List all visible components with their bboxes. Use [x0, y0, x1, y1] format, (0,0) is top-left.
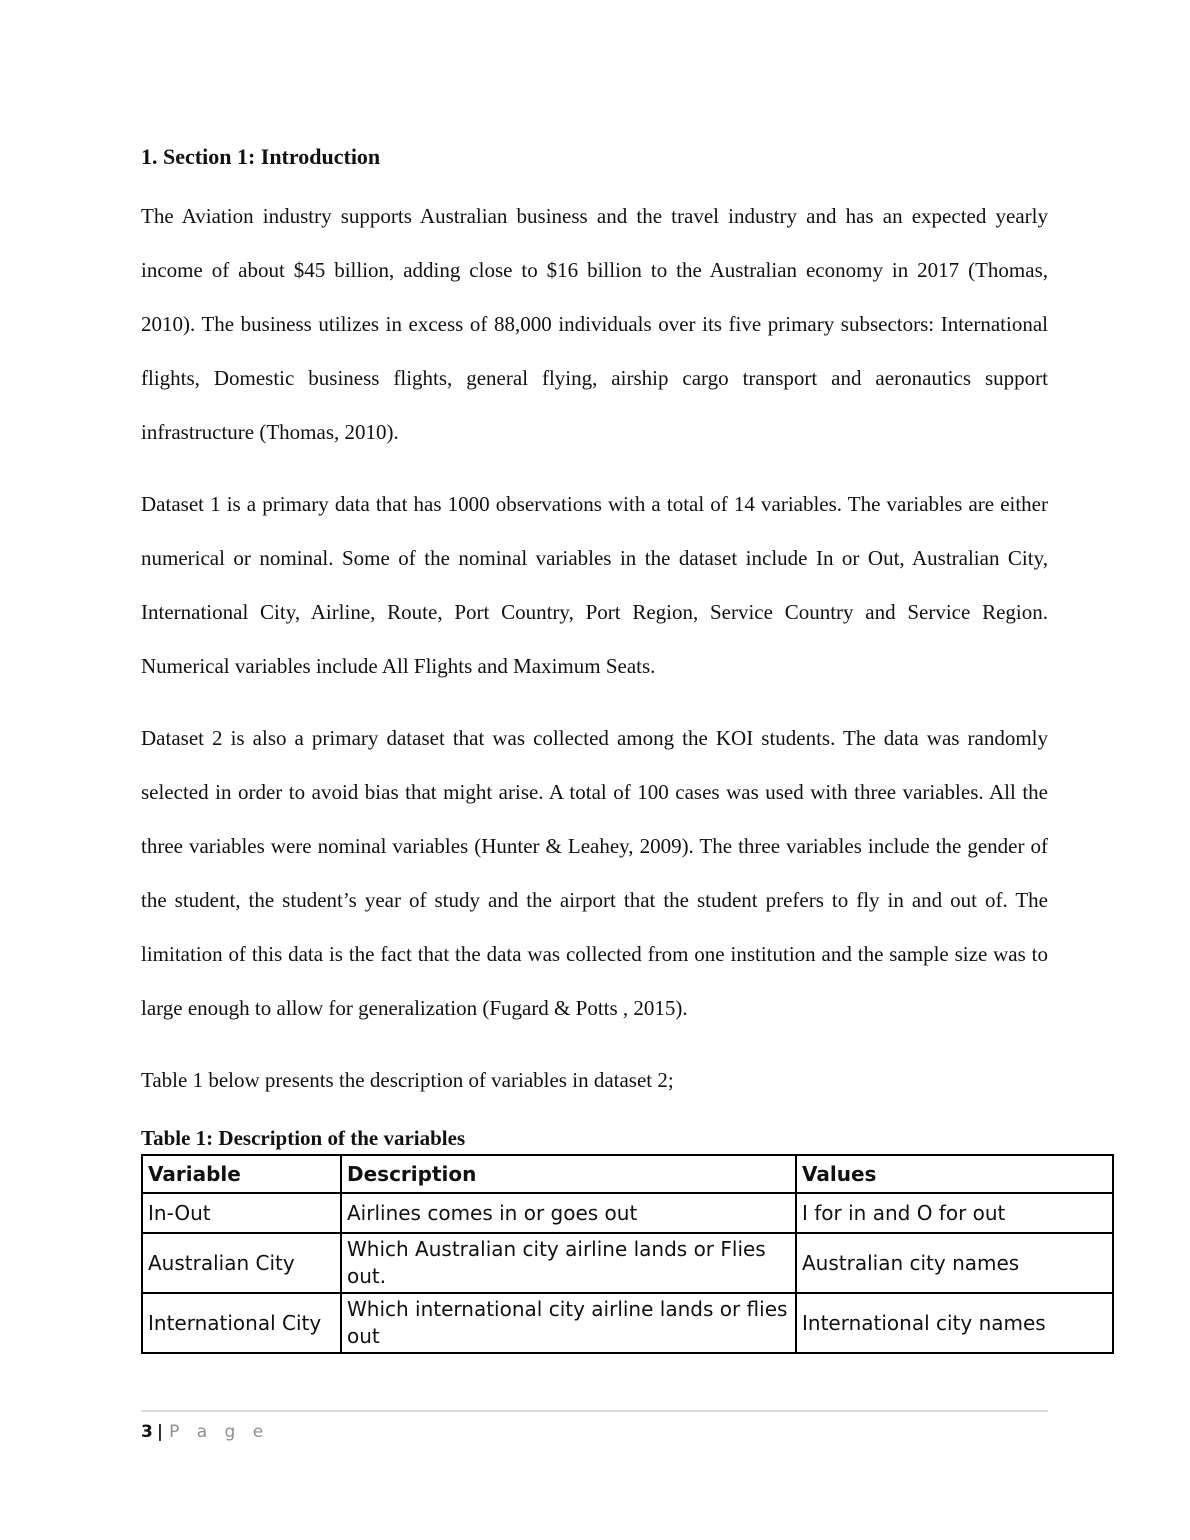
cell-variable: In-Out	[142, 1193, 341, 1233]
cell-description: Which Australian city airline lands or Flies out.	[341, 1233, 796, 1293]
footer-separator: |	[156, 1422, 164, 1442]
table-row	[142, 1233, 1113, 1293]
cell-description: Which international city airline lands or flies out	[341, 1293, 796, 1353]
cell-variable: Australian City	[142, 1233, 341, 1293]
header-cell-description: Description	[341, 1155, 796, 1193]
header-cell-variable: Variable	[142, 1155, 341, 1193]
variables-table	[141, 1154, 1114, 1354]
table-row	[142, 1293, 1113, 1353]
cell-variable: International City	[142, 1293, 341, 1353]
document-body	[141, 143, 1048, 1354]
page-footer	[141, 1420, 269, 1444]
paragraph-dataset-1: Dataset 1 is a primary data that has 1000 observations with a total of 14 variables. The variables are either numerical or nominal. Some of the nominal variables in the dataset include In or Out, Australian City, International City, Airline, Route, Port Country, Port Region, Service Country and Service Region. Numerical variables include All Flights and Maximum Seats.	[141, 492, 1048, 678]
table-header-row	[142, 1155, 1113, 1193]
cell-description: Airlines comes in or goes out	[341, 1193, 796, 1233]
section-heading: 1. Section 1: Introduction	[141, 144, 381, 169]
paragraph-table-intro: Table 1 below presents the description of variables in dataset 2;	[141, 1068, 674, 1092]
footer-divider	[141, 1410, 1048, 1412]
page-number: 3	[141, 1422, 153, 1442]
footer-page-label: P a g e	[169, 1422, 270, 1442]
table-row	[142, 1193, 1113, 1233]
paragraph-aviation-industry: The Aviation industry supports Australian business and the travel industry and has an expected yearly income of about $45 billion, adding close to $16 billion to the Australian economy in 2017 (Thomas, 2010). The business utilizes in excess of 88,000 individuals over its five primary subsectors: International flights, Domestic business flights, general flying, airship cargo transport and aeronautics support infrastructure (Thomas, 2010).	[141, 204, 1048, 444]
paragraph-dataset-2: Dataset 2 is also a primary dataset that was collected among the KOI students. The data was randomly selected in order to avoid bias that might arise. A total of 100 cases was used with three variables. All the three variables were nominal variables (Hunter & Leahey, 2009). The three variables include the gender of the student, the student’s year of study and the airport that the student prefers to fly in and out of. The limitation of this data is the fact that the data was collected from one institution and the sample size was to large enough to allow for generalization (Fugard & Potts , 2015).	[141, 726, 1048, 1020]
table-caption: Table 1: Description of the variables	[141, 1126, 466, 1150]
cell-values: International city names	[796, 1293, 1113, 1353]
cell-values: I for in and O for out	[796, 1193, 1113, 1233]
cell-values: Australian city names	[796, 1233, 1113, 1293]
header-cell-values: Values	[796, 1155, 1113, 1193]
